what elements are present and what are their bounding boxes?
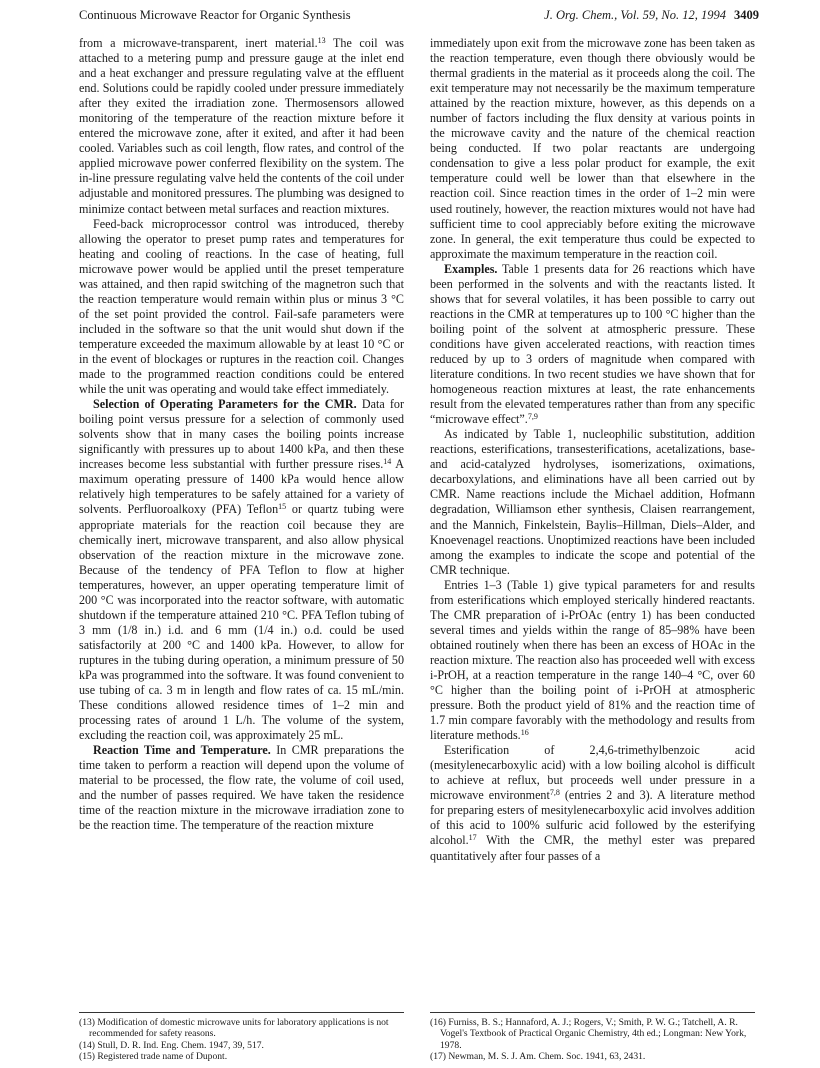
section-heading: Reaction Time and Temperature. xyxy=(93,743,271,758)
paragraph: immediately upon exit from the microwave zone has been taken as the reaction temperature, even though there obviously would be thermal gradients in the material as it proceeds along the coil. The exit temperature may not necessarily be the maximum temperature attained by the reaction mixture, however, as this depends on a number of factors including the flux density at various points in the microwave cavity and the nature of the chemical reaction being conducted. If two polar reactants are undergoing condensation to give a less polar product for example, the exit temperature could well be lower than that elsewhere in the reaction coil. Since reaction times in the order of 1–2 min were used routinely, however, the reaction mixtures would not have had sufficient time to cool appreciably before exiting the microwave zone. In general, the exit temperature thus could be expected to approximate the maximum temperature in the reaction coil. xyxy=(430,36,755,261)
ref-marker: 13 xyxy=(317,36,326,45)
footnote: (14) Stull, D. R. Ind. Eng. Chem. 1947, 39, 517. xyxy=(79,1039,264,1051)
page-number: 3409 xyxy=(734,8,759,22)
paragraph xyxy=(79,743,404,833)
text: With the CMR, the methyl ester was prepared quantitatively after four passes of a xyxy=(430,833,755,863)
paragraph xyxy=(79,397,404,743)
text: A maximum operating pressure of 1400 kPa would hence allow relatively high temperatures to be safely attained for a variety of solvents. Perfluoroalkoxy (PFA) Teflon xyxy=(79,457,404,517)
footnote: (15) Registered trade name of Dupont. xyxy=(79,1050,228,1062)
journal-citation xyxy=(544,8,759,23)
text: or quartz tubing were appropriate materials for the reaction coil because they are chemically inert, microwave transparent, and also allow physical observation of the reaction mixture in the microwave zone. Because of the tendency of PFA Teflon to flow at higher temperatures, however, an upper operating temperature limit of 200 °C was incorporated into the reactor software, with automatic shutdown if the temperature attained 210 °C. PFA Teflon tubing of 3 mm (1/8 in.) i.d. and 6 mm (1/4 in.) o.d. could be used satisfactorily at 200 °C and 1400 kPa. However, to allow for ruptures in the tubing during operation, a minimum pressure of 50 kPa was programmed into the software. It was found convenient to use tubing of ca. 3 m in length and flow rates of ca. 15 mL/min. These conditions allowed residence times of 1–2 min and processing rates of around 1 L/h. The volume of the system, excluding the reaction coil, was approximately 25 mL. xyxy=(79,502,404,743)
text: Entries 1–3 (Table 1) give typical parameters for and results from esterifications which employed sterically hindered reactants. The CMR preparation of i-PrOAc (entry 1) has been conducted several times and yields within the range of 85–98% have been obtained routinely when there has been an excess of HOAc in the reaction mixture. The reaction also has proceeded well with excess i-PrOH, at a reaction temperature in the range 140–4 °C, over 60 °C higher than the boiling point of i-PrOH at atmospheric pressure. Both the product yield of 81% and the reaction time of 1.7 min compare favorably with the methodology and results from literature methods. xyxy=(430,577,755,743)
text: The coil was attached to a metering pump and pressure gauge at the inlet end and a heat exchanger and pressure regulating valve at the effluent end. Solutions could be rapidly cooled under pressure immediately after they exited the irradiation zone. Thermosensors allowed monitoring of the temperature of the reaction mixture before it entered the microwave zone, after it exited, and after it had been cooled. Variables such as coil length, flow rates, and control of the applied microwave power conferred flexibility on the system. The in-line pressure regulating valve held the contents of the coil under adjustable and monitored pressures. The plumbing was designed to minimize contact between metal surfaces and reaction mixtures. xyxy=(79,36,404,216)
left-column xyxy=(79,36,404,833)
paragraph xyxy=(430,578,755,744)
running-title: Continuous Microwave Reactor for Organic Synthesis xyxy=(79,8,351,22)
ref-marker: 17 xyxy=(468,833,477,843)
paragraph: Feed-back microprocessor control was introduced, thereby allowing the operator to preset pump rates and temperatures for heating and cooling of reactions. In the case of heating, full microwave power would be applied until the preset temperature was attained, and then rapid switching of the magnetron such that the reaction temperature would remain within plus or minus 3 °C of the set point provided the control. Fail-safe parameters were included in the software so that the unit would shut down if the temperature exceeded the maximum allowable by at least 10 °C or in the event of blockages or ruptures in the reaction coil. Changes made to the programmed reaction conditions could be entered while the unit was operating and would take effect immediately. xyxy=(79,216,404,397)
ref-marker: 15 xyxy=(278,502,287,512)
paragraph xyxy=(430,262,755,428)
ref-marker: 7,8 xyxy=(549,788,560,798)
ref-marker: 7,9 xyxy=(527,412,538,422)
footnote: (16) Furniss, B. S.; Hannaford, A. J.; Rogers, V.; Smith, P. W. G.; Tatchell, A. R. Vogel's Textbook of Practical Organic Chemistry, 4th ed.; Longman: New York, 1978. xyxy=(430,1017,747,1051)
text: In CMR preparations the time taken to perform a reaction will depend upon the volume of material to be processed, the flow rate, the volume of coil used, and the number of passes required. We have taken the residence time of the reaction mixture in the microwave irradiation zone to be the reaction time. The temperature of the reaction mixture xyxy=(79,743,404,833)
ref-marker: 14 xyxy=(383,457,392,467)
paragraph: As indicated by Table 1, nucleophilic substitution, addition reactions, esterifications, transesterifications, acetalizations, base- and acid-catalyzed hydrolyses, isomerizations, oximations, decarboxylations, and eliminations have all been carried out by CMR. Name reactions include the Michael addition, Hofmann degradation, Williamson ether synthesis, Claisen rearrangement, and the Mannich, Finkelstein, Baylis–Hillman, Diels–Alder, and Knoevenagel reactions. Unoptimized reactions have been included among the examples to indicate the scope and potential of the CMR technique. xyxy=(430,427,755,577)
running-header xyxy=(79,8,759,26)
text: (entries 2 and 3). A literature method for preparing esters of mesitylenecarboxylic acid involves addition of this acid to 100% sulfuric acid followed by the esterifying alcohol. xyxy=(430,788,755,848)
footnote: (13) Modification of domestic microwave units for laboratory applications is not recommended for safety reasons. xyxy=(79,1017,389,1040)
paragraph xyxy=(430,743,755,863)
text: Esterification of 2,4,6-trimethylbenzoic acid (mesitylenecarboxylic acid) with a low boiling alcohol is difficult to achieve at reflux, but proceeds well under pressure in a microwave environment xyxy=(430,743,755,803)
footnote-divider xyxy=(79,1012,404,1013)
footnote-divider xyxy=(430,1012,755,1013)
footnote: (17) Newman, M. S. J. Am. Chem. Soc. 1941, 63, 2431. xyxy=(430,1050,646,1062)
text: Table 1 presents data for 26 reactions which have been performed in the solvents and with the reactants listed. It shows that for several volatiles, it has been possible to carry out reactions in the CMR at temperatures up to 100 °C higher than the boiling point of the solvent at atmospheric pressure. These conditions have given accelerated reactions, with reaction times reduced by up to 3 orders of magnitude when compared with literature conditions. In two recent studies we have shown that for homogeneous reaction mixtures at least, the rate enhancements result from the elevated temperatures rather than from any specific “microwave effect”. xyxy=(430,261,755,427)
journal-name: J. Org. Chem., Vol. 59, No. 12, 1994 xyxy=(544,8,726,22)
footnotes-right xyxy=(430,1017,755,1062)
right-column xyxy=(430,36,755,864)
section-heading: Selection of Operating Parameters for the CMR. xyxy=(93,397,357,412)
text: Data for boiling point versus pressure for a selection of commonly used solvents show that in many cases the boiling points increase significantly with pressures up to about 1400 kPa, and then these increases become less substantial with further pressure rises. xyxy=(79,397,404,472)
text: from a microwave-transparent, inert material. xyxy=(79,36,318,50)
ref-marker: 16 xyxy=(520,728,529,738)
section-heading: Examples. xyxy=(444,261,498,276)
footnotes-left xyxy=(79,1017,404,1062)
paragraph xyxy=(79,36,404,217)
